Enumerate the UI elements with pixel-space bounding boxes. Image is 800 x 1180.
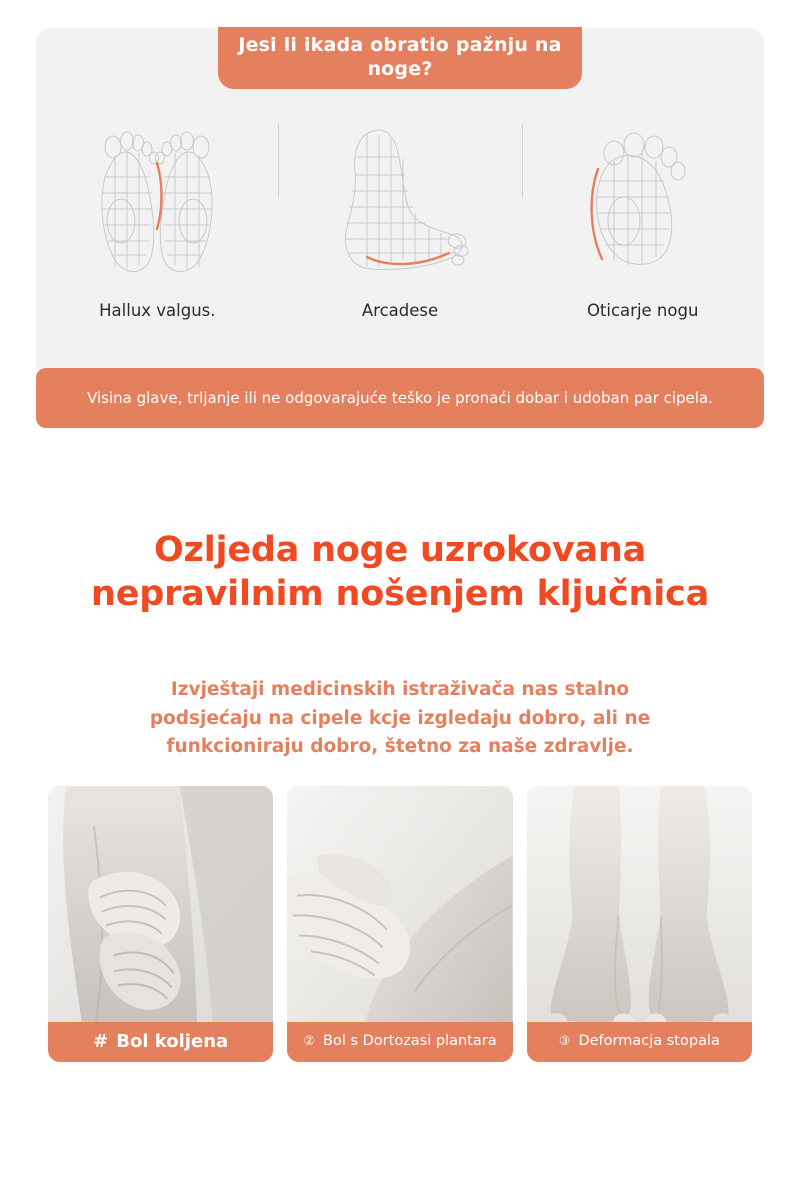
subcopy-line-3: funkcioniraju dobro, štetno za naše zdravlje. <box>166 736 634 758</box>
foot-deformity-photo <box>527 786 752 1062</box>
list-item-label: Arcadese <box>361 301 439 320</box>
headline-line-2: nepravilnim nošenjem ključnica <box>90 574 710 615</box>
page-subcopy <box>0 676 800 762</box>
photo-label-text: Bol koljena <box>116 1031 229 1053</box>
symptom-photo-row <box>48 786 752 1062</box>
list-item-label: Oticarje nogu <box>586 301 699 320</box>
headline-line-1: Ozljeda noge uzrokovana <box>154 530 646 570</box>
photo-label <box>48 1022 273 1062</box>
two-feet-wireframe-icon <box>77 114 237 299</box>
subcopy-line-1: Izvještaji medicinskih istraživača nas stalno <box>170 679 630 700</box>
ankle-pain-illustration <box>287 786 512 1061</box>
card-banner-title: Jesi li ikada obratio pažnju na noge? <box>218 27 582 89</box>
photo-label <box>287 1022 512 1062</box>
knee-pain-illustration <box>48 786 273 1061</box>
ankle-pain-photo <box>287 786 512 1062</box>
card-footer-note: Visina glave, trljanje ili ne odgovarajuće teško je pronaći dobar i udoban par cipela. <box>36 368 764 428</box>
photo-marker: ② <box>303 1034 316 1050</box>
knee-pain-photo <box>48 786 273 1062</box>
list-item-label: Hallux valgus. <box>99 301 216 320</box>
list-item <box>279 114 522 364</box>
list-item <box>36 114 279 364</box>
foot-arch-wireframe-icon <box>315 114 485 299</box>
photo-marker: ③ <box>558 1034 571 1050</box>
list-item <box>521 114 764 364</box>
page-headline <box>0 528 800 616</box>
swollen-foot-wireframe-icon <box>568 114 718 299</box>
photo-label-text: Bol s Dortozasi plantara <box>323 1033 497 1050</box>
photo-label <box>527 1022 752 1062</box>
photo-marker: # <box>93 1031 109 1053</box>
photo-label-text: Deformacja stopala <box>578 1033 720 1050</box>
foot-deformity-illustration <box>527 786 752 1061</box>
foot-condition-list <box>36 114 764 364</box>
subcopy-line-2: podsjećaju na cipele kcje izgledaju dobro, ali ne <box>149 707 651 729</box>
